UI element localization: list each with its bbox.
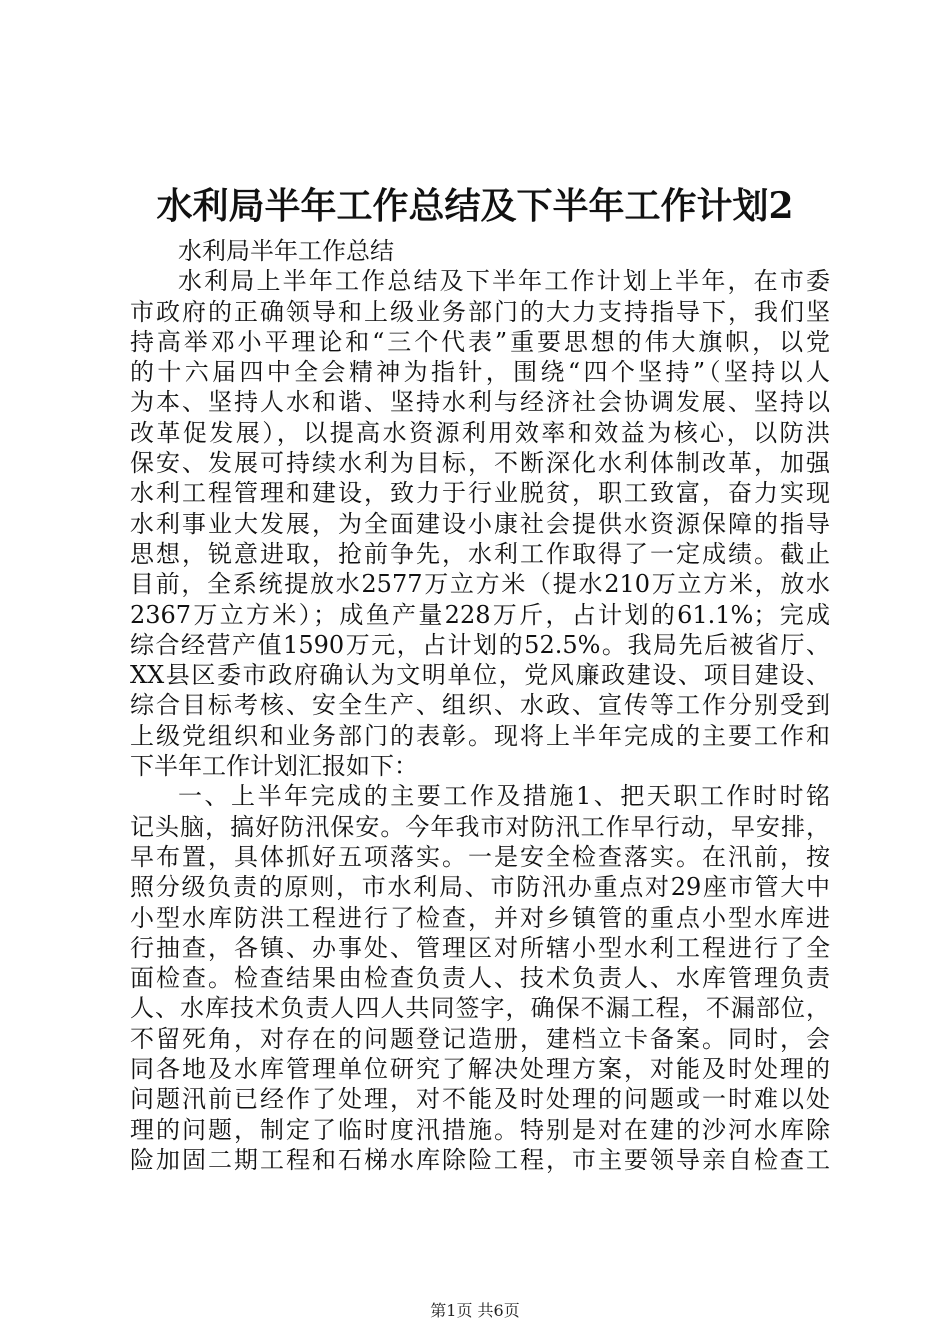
text-line: 持高举邓小平理论和“三个代表”重要思想的伟大旗帜，以党 xyxy=(130,327,830,356)
text-line: 水利工程管理和建设，致力于行业脱贫，职工致富，奋力实现 xyxy=(130,479,830,508)
text-line: 的十六届四中全会精神为指针，围绕“四个坚持”（坚持以人 xyxy=(130,358,830,387)
text-line: 下半年工作计划汇报如下： xyxy=(130,752,418,781)
text-line: 为本、坚持人水和谐、坚持水利与经济社会协调发展、坚持以 xyxy=(130,388,830,417)
text-line: 思想，锐意进取，抢前争先，水利工作取得了一定成绩。截止 xyxy=(130,539,830,568)
text-line: 综合经营产值1590万元，占计划的52.5%。我局先后被省厅、 xyxy=(130,630,830,659)
text-line: 记头脑，搞好防汛保安。今年我市对防汛工作早行动，早安排， xyxy=(130,812,830,841)
text-line: 水利局上半年工作总结及下半年工作计划上半年，在市委 xyxy=(178,267,830,296)
text-line: 市政府的正确领导和上级业务部门的大力支持指导下，我们坚 xyxy=(130,297,830,326)
text-line: 早布置，具体抓好五项落实。一是安全检查落实。在汛前，按 xyxy=(130,842,830,871)
text-line: 水利事业大发展，为全面建设小康社会提供水资源保障的指导 xyxy=(130,509,830,538)
text-line: 险加固二期工程和石梯水库除险工程，市主要领导亲自检查工 xyxy=(130,1145,830,1174)
text-line: 目前，全系统提放水2577万立方米（提水210万立方米，放水 xyxy=(130,570,830,599)
text-line: 小型水库防洪工程进行了检查，并对乡镇管的重点小型水库进 xyxy=(130,903,830,932)
text-line: 照分级负责的原则，市水利局、市防汛办重点对29座市管大中 xyxy=(130,873,830,902)
text-line: 不留死角，对存在的问题登记造册，建档立卡备案。同时，会 xyxy=(130,1024,830,1053)
text-line: 同各地及水库管理单位研究了解决处理方案，对能及时处理的 xyxy=(130,1055,830,1084)
text-line: 上级党组织和业务部门的表彰。现将上半年完成的主要工作和 xyxy=(130,721,830,750)
text-line: 问题汛前已经作了处理，对不能及时处理的问题或一时难以处 xyxy=(130,1085,830,1114)
page-footer: 第1页 共6页 xyxy=(430,1301,520,1320)
document-title: 水利局半年工作总结及下半年工作计划2 xyxy=(156,185,794,227)
text-line: 保安、发展可持续水利为目标，不断深化水利体制改革，加强 xyxy=(130,449,830,478)
document-body xyxy=(130,236,830,1175)
text-line: 面检查。检查结果由检查负责人、技术负责人、水库管理负责 xyxy=(130,964,830,993)
text-line: 理的问题，制定了临时度汛措施。特别是对在建的沙河水库除 xyxy=(130,1115,830,1144)
text-line: 人、水库技术负责人四人共同签字，确保不漏工程，不漏部位， xyxy=(130,994,830,1023)
text-line: 综合目标考核、安全生产、组织、水政、宣传等工作分别受到 xyxy=(130,691,830,720)
text-line: XX县区委市政府确认为文明单位，党风廉政建设、项目建设、 xyxy=(130,661,830,690)
text-line: 一、上半年完成的主要工作及措施1、把天职工作时时铭 xyxy=(178,782,830,811)
text-line: 改革促发展），以提高水资源利用效率和效益为核心，以防洪 xyxy=(130,418,830,447)
text-line: 2367万立方米）；成鱼产量228万斤，占计划的61.1%；完成 xyxy=(130,600,830,629)
text-line: 行抽查，各镇、办事处、管理区对所辖小型水利工程进行了全 xyxy=(130,933,830,962)
text-line: 水利局半年工作总结 xyxy=(178,237,394,265)
